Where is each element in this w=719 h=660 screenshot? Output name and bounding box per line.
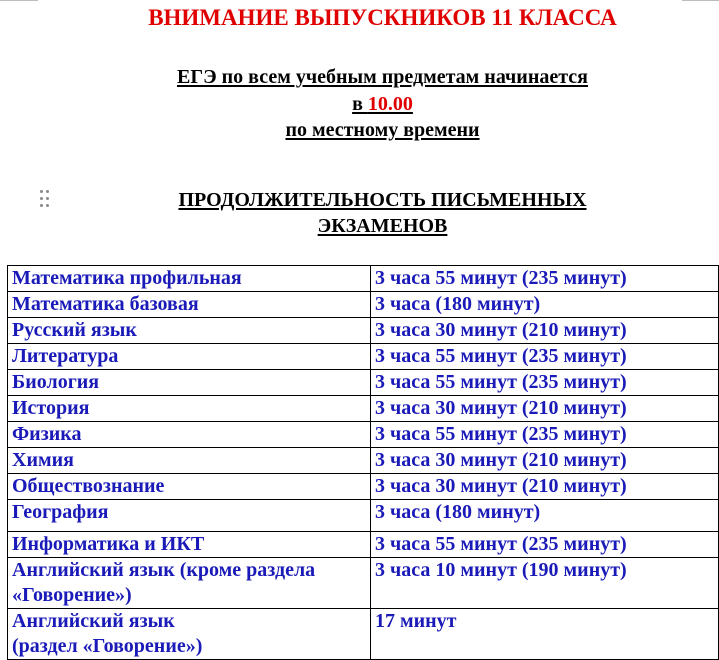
subject-cell: Математика базовая (8, 292, 371, 318)
table-row (8, 532, 719, 558)
table-row (8, 422, 719, 448)
subject-cell: Обществознание (8, 474, 371, 500)
subject-cell (8, 558, 371, 609)
subject-cell: Информатика и ИКТ (8, 532, 371, 558)
duration-cell: 3 часа (180 минут) (371, 500, 719, 532)
section-title-line-2: ЭКЗАМЕНОВ (317, 215, 448, 237)
subject-cell: Литература (8, 344, 371, 370)
subject-cell: Химия (8, 448, 371, 474)
subject-cell: История (8, 396, 371, 422)
table-row (8, 500, 719, 532)
duration-cell: 3 часа 30 минут (210 минут) (371, 474, 719, 500)
section-title (0, 187, 719, 239)
notice-prefix: в (352, 93, 368, 115)
subject-cell: География (8, 500, 371, 532)
duration-cell: 3 часа (180 минут) (371, 292, 719, 318)
duration-cell: 17 минут (371, 609, 719, 660)
table-row (8, 266, 719, 292)
notice-time: 10.00 (367, 93, 413, 115)
notice-start-text: ЕГЭ по всем учебным предметам начинается (177, 66, 588, 88)
subject-cell: Физика (8, 422, 371, 448)
subject-cell: Русский язык (8, 318, 371, 344)
notice-line-2 (0, 91, 719, 117)
table-row (8, 609, 719, 660)
table-row (8, 292, 719, 318)
page-title: ВНИМАНИЕ ВЫПУСКНИКОВ 11 КЛАССА (148, 5, 617, 30)
table-row (8, 344, 719, 370)
notice-local-time-text: по местному времени (285, 119, 480, 141)
notice-time-text (352, 93, 413, 115)
table-row (8, 448, 719, 474)
notice-line-1 (0, 64, 719, 90)
exam-duration-table (7, 265, 719, 660)
duration-cell: 3 часа 55 минут (235 минут) (371, 370, 719, 396)
duration-cell: 3 часа 30 минут (210 минут) (371, 318, 719, 344)
notice-line-3 (0, 117, 719, 143)
duration-cell: 3 часа 55 минут (235 минут) (371, 266, 719, 292)
subject-line: «Говорение») (12, 584, 132, 606)
duration-cell: 3 часа 55 минут (235 минут) (371, 422, 719, 448)
duration-cell: 3 часа 30 минут (210 минут) (371, 396, 719, 422)
table-row (8, 318, 719, 344)
table-row (8, 558, 719, 609)
duration-cell: 3 часа 55 минут (235 минут) (371, 532, 719, 558)
subject-cell (8, 609, 371, 660)
subject-line: Английский язык (кроме раздела (12, 559, 316, 581)
duration-cell: 3 часа 30 минут (210 минут) (371, 448, 719, 474)
subject-cell: Математика профильная (8, 266, 371, 292)
table-row (8, 370, 719, 396)
table-row (8, 396, 719, 422)
table-row (8, 474, 719, 500)
duration-cell: 3 часа 10 минут (190 минут) (371, 558, 719, 609)
duration-cell: 3 часа 55 минут (235 минут) (371, 344, 719, 370)
subject-line: Английский язык (12, 610, 175, 632)
subject-line: (раздел «Говорение») (12, 635, 203, 657)
subject-cell: Биология (8, 370, 371, 396)
section-title-line-1: ПРОДОЛЖИТЕЛЬНОСТЬ ПИСЬМЕННЫХ (178, 189, 587, 211)
page-edge-left (0, 0, 38, 1)
page-edge-right (682, 0, 719, 1)
